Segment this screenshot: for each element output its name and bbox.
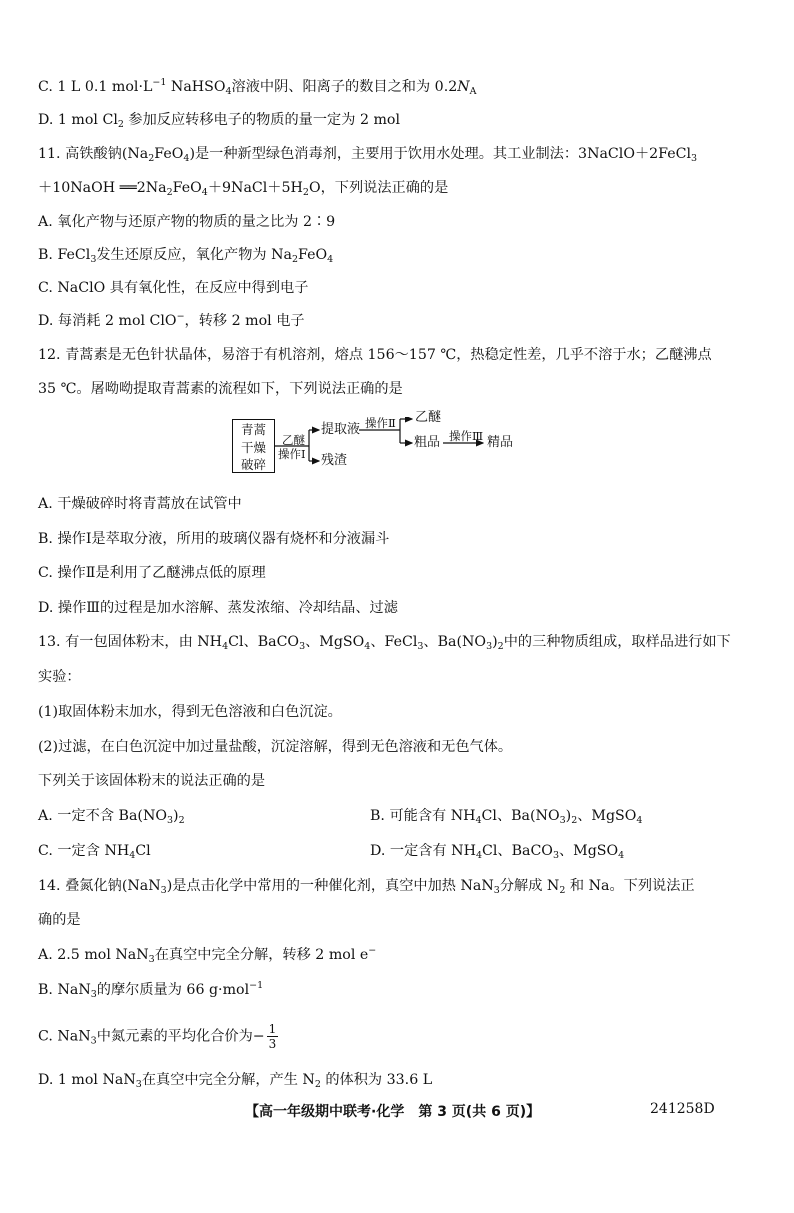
- q13-question: 下列关于该固体粉末的说法正确的是: [38, 773, 266, 789]
- q12-option-b: B. 操作Ⅰ是萃取分液，所用的玻璃仪器有烧杯和分液漏斗: [38, 531, 390, 547]
- q14-stem-line2: 确的是: [38, 912, 81, 928]
- q14-option-b: B. NaN$_3$的摩尔质量为 66 g·mol$^{-1}$: [38, 980, 264, 1000]
- q11-stem-line1: 11. 高铁酸钠$(Na_2FeO_4)$是一种新型绿色消毒剂，主要用于饮用水处理。其工业制法：3NaClO＋2FeCl$_3$: [38, 146, 698, 164]
- q12-option-a: A. 干燥破碎时将青蒿放在试管中: [38, 496, 242, 512]
- q14-stem-line1: 14. 叠氮化钠(NaN$_3$)是点击化学中常用的一种催化剂，真空中加热 NaN$_3$分解成 $N_2$ 和 Na。下列说法正: [38, 878, 695, 896]
- q12-stem-line1: 12. 青蒿素是无色针状晶体，易溶于有机溶剂，熔点 156～157 ℃，热稳定性差，几乎不溶于水；乙醚沸点: [38, 347, 712, 363]
- q14-option-a: A. 2.5 mol NaN$_3$在真空中完全分解，转移 2 mol e−: [38, 945, 377, 965]
- q13-stem-line1: 13. 有一包固体粉末，由 $NH_4Cl$、BaCO$_3$、MgSO$_4$、FeCl$_3$、$Ba(NO_3)_2$中的三种物质组成，取样品进行如下: [38, 634, 731, 652]
- extraction-flow-diagram: [225, 410, 525, 477]
- fraction-one-third: $\frac{1}{3}$: [268, 1022, 277, 1051]
- q11-stem-line2: ＋10NaOH $══2Na_2FeO_4+9NaCl+5H_2O$，下列说法正确的是: [38, 180, 449, 198]
- label-fine: 精品: [487, 435, 514, 450]
- q13-stem-line2: 实验：: [38, 669, 81, 685]
- label-op1: 操作Ⅰ: [278, 447, 306, 461]
- q13-option-d: D. 一定含有 $NH_4Cl$、BaCO$_3$、MgSO$_4$: [370, 843, 625, 861]
- q14-option-d: D. 1 mol NaN$_3$在真空中完全分解，产生 $N_2$ 的体积为 33.6 L: [38, 1072, 433, 1090]
- q13-option-c: C. 一定含 $NH_4Cl$: [38, 843, 151, 861]
- q10-option-d: D. 1 mol $Cl_2$ 参加反应转移电子的物质的量一定为 2 mol: [38, 112, 401, 130]
- q12-option-d: D. 操作Ⅲ的过程是加水溶解、蒸发浓缩、冷却结晶、过滤: [38, 600, 398, 616]
- q13-option-b: B. 可能含有 $NH_4Cl$、$Ba(NO_3)_2$、MgSO$_4$: [370, 808, 643, 826]
- q11-option-c: C. NaClO 具有氧化性，在反应中得到电子: [38, 280, 309, 296]
- q11-option-b: B. FeCl$_3$发生还原反应，氧化产物为 $Na_2FeO_4$: [38, 247, 334, 265]
- label-extract: 提取液: [321, 422, 361, 437]
- q13-step-2: (2)过滤，在白色沉淀中加过量盐酸，沉淀溶解，得到无色溶液和无色气体。: [38, 739, 513, 755]
- q12-option-c: C. 操作Ⅱ是利用了乙醚沸点低的原理: [38, 565, 266, 581]
- q13-step-1: (1)取固体粉末加水，得到无色溶液和白色沉淀。: [38, 704, 342, 720]
- q11-option-a: A. 氧化产物与还原产物的物质的量之比为 2∶9: [38, 214, 336, 230]
- page-footer: 【高一年级期中联考·化学 第 3 页(共 6 页)】: [245, 1104, 541, 1120]
- label-crude: 粗品: [414, 435, 441, 450]
- wormwood-box: 青蒿 干燥 破碎: [232, 419, 275, 473]
- label-op2: 操作Ⅱ: [365, 416, 396, 430]
- label-op3: 操作Ⅲ: [449, 429, 484, 443]
- exam-code: 241258D: [650, 1101, 715, 1117]
- q12-stem-line2: 35 ℃。屠呦呦提取青蒿素的流程如下，下列说法正确的是: [38, 381, 403, 397]
- label-ether-out: 乙醚: [415, 410, 442, 425]
- q10-option-c: C. 1 L 0.1 $mol\cdot L^{-1}$ NaHSO$_4$溶液中阴、阳离子的数目之和为 $0.2N_A$: [38, 77, 477, 97]
- label-residue: 残渣: [321, 453, 348, 468]
- label-ether-solvent: 乙醚: [282, 433, 305, 447]
- q11-option-d: D. 每消耗 2 mol ClO−，转移 2 mol 电子: [38, 311, 305, 329]
- q13-option-a: A. 一定不含 $Ba(NO_3)_2$: [38, 808, 185, 826]
- q14-option-c: C. NaN$_3$中氮元素的平均化合价为− $\frac{1}{3}$: [38, 1022, 277, 1051]
